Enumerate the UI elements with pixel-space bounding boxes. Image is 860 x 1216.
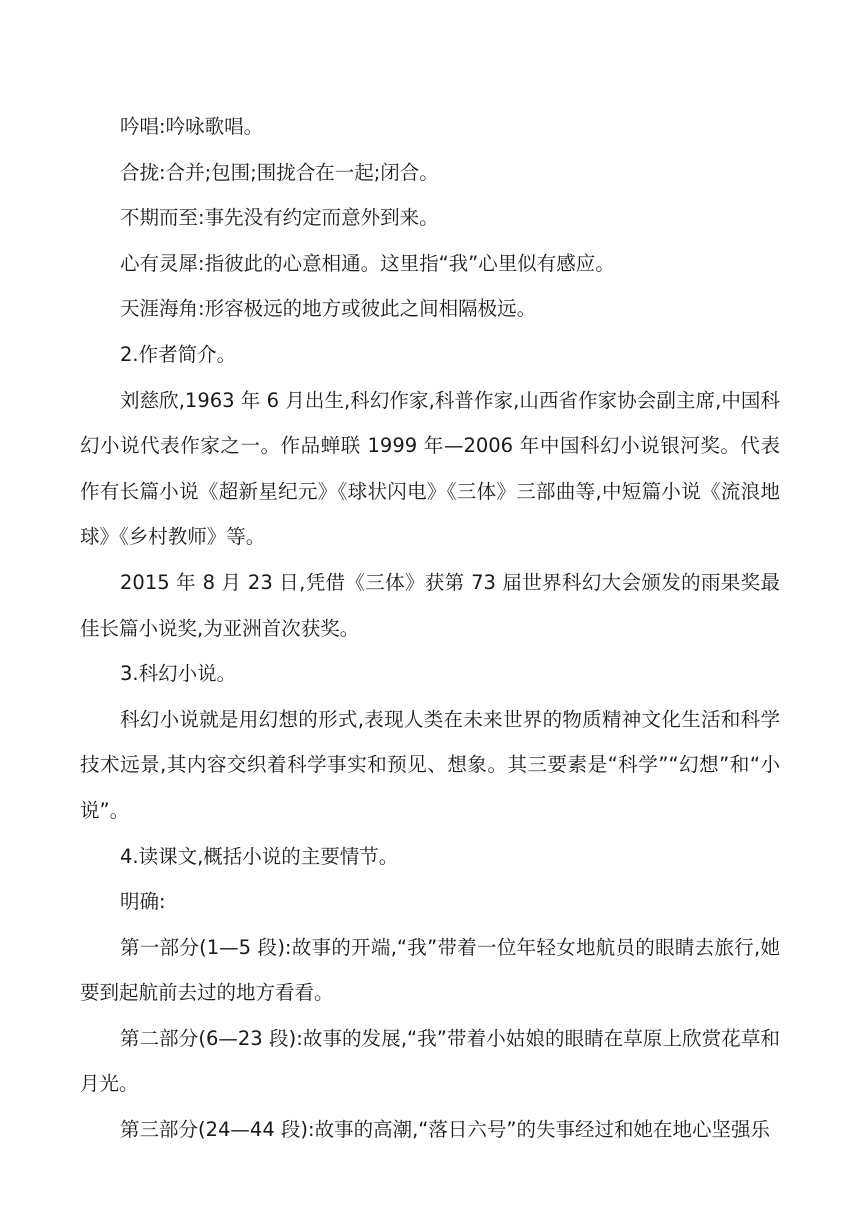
author-award-paragraph: 2015 年 8 月 23 日,凭借《三体》获第 73 届世界科幻大会颁发的雨果奖最佳长篇小说奖,为亚洲首次获奖。 bbox=[80, 570, 780, 640]
section-heading-plot: 4.读课文,概括小说的主要情节。 bbox=[120, 844, 399, 868]
vocab-helong: 合拢:合并;包围;围拢合在一起;闭合。 bbox=[120, 160, 439, 184]
author-bio-paragraph: 刘慈欣,1963 年 6 月出生,科幻作家,科普作家,山西省作家协会副主席,中国科幻小说代表作家之一。作品蝉联 1999 年—2006 年中国科幻小说银河奖。代表作有长篇小说《超新星纪元》《球状闪电》《三体》三部曲等,中短篇小说《流浪地球》《乡村教师》等。 bbox=[80, 388, 780, 549]
vocab-yinchang: 吟唱:吟咏歌唱。 bbox=[120, 115, 264, 138]
vocab-xinyoulingxi: 心有灵犀:指彼此的心意相通。这里指“我”心里似有感应。 bbox=[120, 251, 615, 275]
section-heading-author: 2.作者简介。 bbox=[120, 342, 237, 366]
plot-part-one: 第一部分(1—5 段):故事的开端,“我”带着一位年轻女地航员的眼睛去旅行,她要到起航前去过的地方看看。 bbox=[80, 935, 780, 1005]
vocab-buqierzhi: 不期而至:事先没有约定而意外到来。 bbox=[120, 206, 439, 230]
plot-part-three: 第三部分(24—44 段):故事的高潮,“落日六号”的失事经过和她在地心坚强乐 bbox=[120, 1118, 771, 1142]
document-body bbox=[80, 104, 780, 1153]
answer-label: 明确: bbox=[120, 890, 166, 914]
plot-part-two: 第二部分(6—23 段):故事的发展,“我”带着小姑娘的眼睛在草原上欣赏花草和月光。 bbox=[80, 1026, 780, 1096]
vocab-tianyahaijiao: 天涯海角:形容极远的地方或彼此之间相隔极远。 bbox=[120, 297, 537, 321]
section-heading-scifi: 3.科幻小说。 bbox=[120, 662, 237, 686]
scifi-definition-paragraph: 科幻小说就是用幻想的形式,表现人类在未来世界的物质精神文化生活和科学技术远景,其内容交织着科学事实和预见、想象。其三要素是“科学”“幻想”和“小说”。 bbox=[80, 707, 780, 822]
